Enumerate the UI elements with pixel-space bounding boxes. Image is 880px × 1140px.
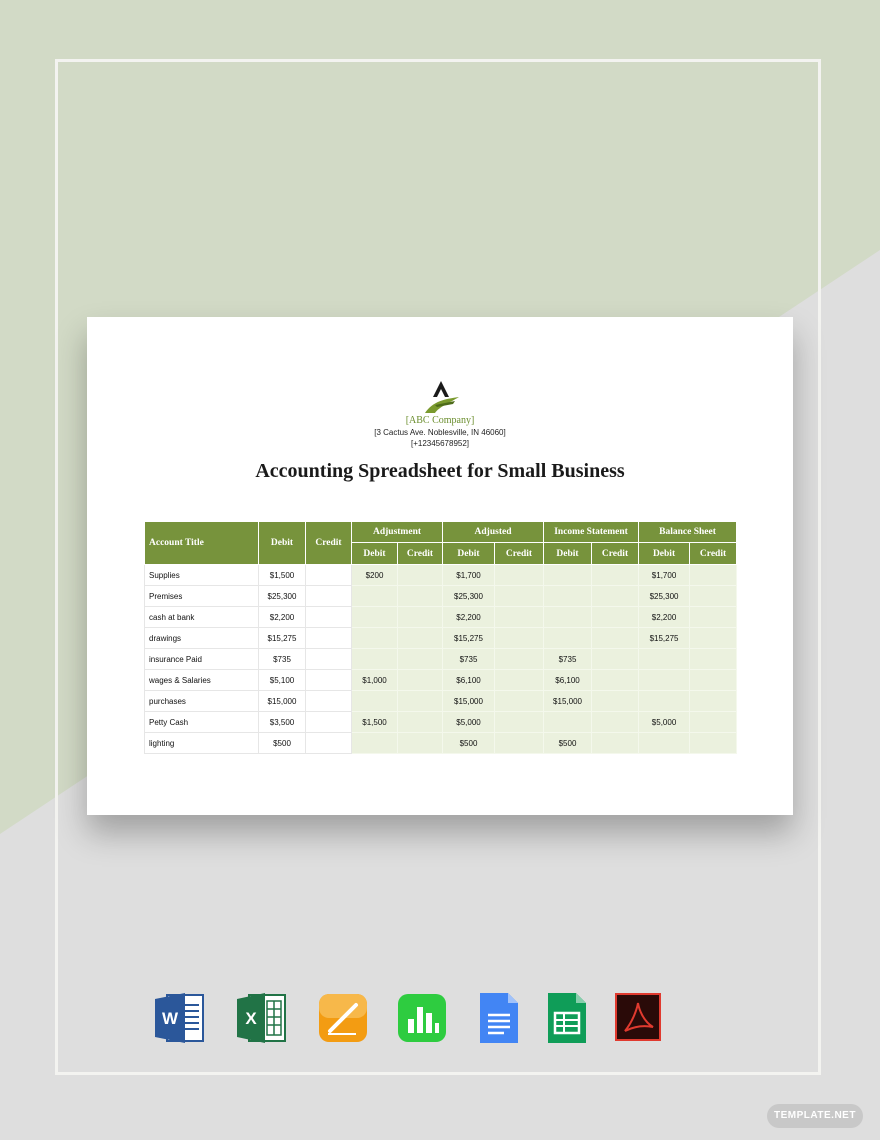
amount-cell — [352, 733, 398, 754]
amount-cell: $15,275 — [259, 628, 306, 649]
sub-header-debit: Debit — [352, 543, 398, 565]
amount-cell — [306, 733, 352, 754]
amount-cell: $5,000 — [443, 712, 495, 733]
word-icon[interactable] — [153, 991, 207, 1045]
amount-cell: $1,700 — [639, 565, 690, 586]
amount-cell — [592, 670, 639, 691]
amount-cell: $2,200 — [259, 607, 306, 628]
amount-cell — [306, 649, 352, 670]
amount-cell — [495, 733, 544, 754]
sub-header-debit: Debit — [544, 543, 592, 565]
table-row — [145, 670, 737, 691]
accounting-table — [144, 521, 737, 754]
amount-cell — [639, 691, 690, 712]
company-phone: [+12345678952] — [410, 439, 470, 448]
amount-cell — [398, 586, 443, 607]
amount-cell — [352, 607, 398, 628]
amount-cell: $6,100 — [544, 670, 592, 691]
amount-cell — [690, 628, 737, 649]
excel-icon[interactable] — [235, 991, 289, 1045]
account-title-cell: lighting — [145, 733, 259, 754]
account-title-cell: Premises — [145, 586, 259, 607]
amount-cell — [352, 691, 398, 712]
amount-cell — [690, 733, 737, 754]
amount-cell — [690, 607, 737, 628]
amount-cell — [495, 607, 544, 628]
amount-cell: $2,200 — [639, 607, 690, 628]
document-preview — [87, 317, 793, 815]
amount-cell — [592, 607, 639, 628]
amount-cell: $15,275 — [639, 628, 690, 649]
amount-cell — [306, 565, 352, 586]
sub-header-credit: Credit — [495, 543, 544, 565]
company-name: [ABC Company] — [405, 415, 475, 426]
google-sheets-icon[interactable] — [542, 991, 596, 1045]
amount-cell: $25,300 — [639, 586, 690, 607]
amount-cell — [306, 712, 352, 733]
amount-cell: $500 — [443, 733, 495, 754]
header-adjusted: Adjusted — [443, 522, 544, 543]
table-row — [145, 607, 737, 628]
amount-cell: $735 — [443, 649, 495, 670]
amount-cell — [398, 733, 443, 754]
company-address: [3 Cactus Ave. Noblesville, IN 46060] — [374, 428, 506, 437]
document-title: Accounting Spreadsheet for Small Business — [255, 460, 625, 482]
account-title-cell: cash at bank — [145, 607, 259, 628]
amount-cell — [352, 649, 398, 670]
amount-cell — [495, 649, 544, 670]
amount-cell — [690, 649, 737, 670]
account-title-cell: wages & Salaries — [145, 670, 259, 691]
amount-cell — [306, 586, 352, 607]
svg-text:W: W — [161, 1009, 179, 1028]
amount-cell — [592, 712, 639, 733]
header-income-statement: Income Statement — [544, 522, 639, 543]
amount-cell — [495, 586, 544, 607]
table-row — [145, 628, 737, 649]
amount-cell — [690, 586, 737, 607]
amount-cell: $15,275 — [443, 628, 495, 649]
acrobat-icon[interactable] — [611, 991, 665, 1045]
amount-cell: $25,300 — [259, 586, 306, 607]
amount-cell — [398, 649, 443, 670]
amount-cell: $500 — [259, 733, 306, 754]
header-debit: Debit — [259, 522, 306, 565]
amount-cell: $3,500 — [259, 712, 306, 733]
template-net-badge[interactable]: TEMPLATE.NET — [767, 1104, 863, 1128]
table-row — [145, 649, 737, 670]
amount-cell — [639, 733, 690, 754]
amount-cell — [495, 670, 544, 691]
table-row — [145, 733, 737, 754]
amount-cell: $15,000 — [259, 691, 306, 712]
account-title-cell: Petty Cash — [145, 712, 259, 733]
amount-cell — [306, 607, 352, 628]
amount-cell: $1,700 — [443, 565, 495, 586]
amount-cell — [639, 649, 690, 670]
amount-cell — [592, 691, 639, 712]
amount-cell: $15,000 — [443, 691, 495, 712]
sub-header-debit: Debit — [443, 543, 495, 565]
amount-cell — [690, 712, 737, 733]
amount-cell — [306, 670, 352, 691]
amount-cell: $735 — [259, 649, 306, 670]
svg-text:X: X — [245, 1009, 257, 1028]
amount-cell — [544, 628, 592, 649]
amount-cell: $500 — [544, 733, 592, 754]
amount-cell — [690, 565, 737, 586]
amount-cell: $5,100 — [259, 670, 306, 691]
amount-cell — [398, 712, 443, 733]
amount-cell — [544, 565, 592, 586]
account-title-cell: insurance Paid — [145, 649, 259, 670]
table-row — [145, 691, 737, 712]
amount-cell — [690, 670, 737, 691]
header-adjustment: Adjustment — [352, 522, 443, 543]
amount-cell — [398, 628, 443, 649]
amount-cell: $1,500 — [259, 565, 306, 586]
account-title-cell: Supplies — [145, 565, 259, 586]
amount-cell: $200 — [352, 565, 398, 586]
amount-cell: $1,000 — [352, 670, 398, 691]
amount-cell — [352, 586, 398, 607]
amount-cell — [352, 628, 398, 649]
amount-cell: $1,500 — [352, 712, 398, 733]
amount-cell — [495, 628, 544, 649]
header-account-title: Account Title — [145, 522, 259, 565]
sub-header-debit: Debit — [639, 543, 690, 565]
table-row — [145, 712, 737, 733]
amount-cell — [592, 733, 639, 754]
amount-cell: $735 — [544, 649, 592, 670]
amount-cell — [495, 712, 544, 733]
header-credit: Credit — [306, 522, 352, 565]
amount-cell — [690, 691, 737, 712]
table-row — [145, 565, 737, 586]
amount-cell: $15,000 — [544, 691, 592, 712]
header-balance-sheet: Balance Sheet — [639, 522, 737, 543]
amount-cell — [592, 628, 639, 649]
amount-cell: $25,300 — [443, 586, 495, 607]
amount-cell — [544, 586, 592, 607]
numbers-icon[interactable] — [395, 991, 449, 1045]
google-docs-icon[interactable] — [474, 991, 528, 1045]
table-row — [145, 586, 737, 607]
company-logo-icon — [419, 379, 463, 415]
amount-cell — [495, 565, 544, 586]
amount-cell — [398, 670, 443, 691]
account-title-cell: drawings — [145, 628, 259, 649]
amount-cell — [544, 607, 592, 628]
amount-cell — [306, 691, 352, 712]
amount-cell — [592, 649, 639, 670]
amount-cell: $6,100 — [443, 670, 495, 691]
amount-cell — [398, 607, 443, 628]
amount-cell — [398, 691, 443, 712]
amount-cell: $2,200 — [443, 607, 495, 628]
amount-cell — [495, 691, 544, 712]
sub-header-credit: Credit — [592, 543, 639, 565]
amount-cell — [544, 712, 592, 733]
amount-cell — [592, 565, 639, 586]
amount-cell: $5,000 — [639, 712, 690, 733]
sub-header-credit: Credit — [690, 543, 737, 565]
sub-header-credit: Credit — [398, 543, 443, 565]
amount-cell — [398, 565, 443, 586]
amount-cell — [592, 586, 639, 607]
amount-cell — [639, 670, 690, 691]
amount-cell — [306, 628, 352, 649]
pages-icon[interactable] — [316, 991, 370, 1045]
account-title-cell: purchases — [145, 691, 259, 712]
